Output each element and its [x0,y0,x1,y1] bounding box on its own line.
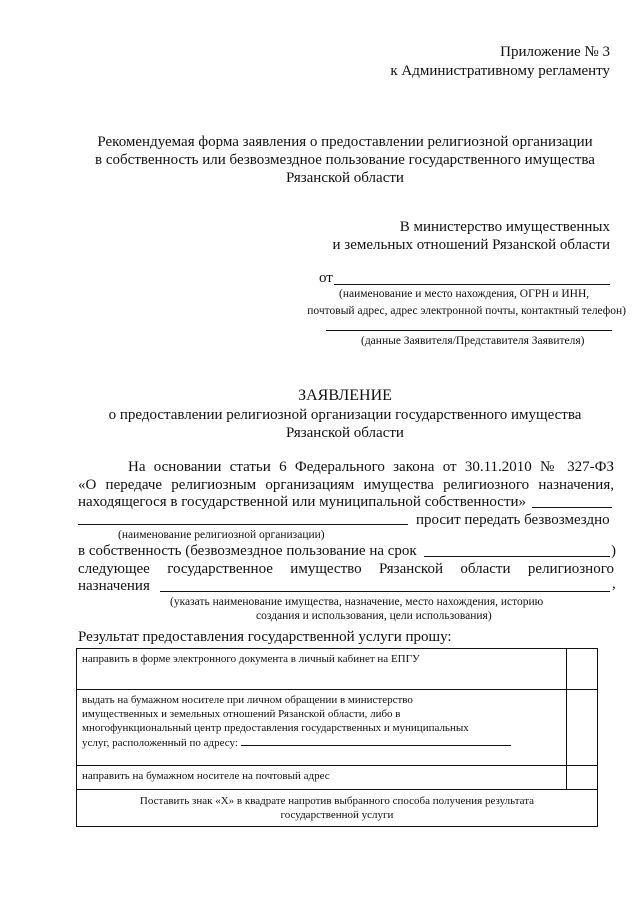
body-line-3: находящегося в государственной или муниципальной собственности» [78,494,527,510]
applicant-data-line[interactable] [326,330,612,331]
option-checkbox-post[interactable] [567,766,598,790]
option-text-epgu: направить в форме электронного документа в личный кабинет на ЕПГУ [77,649,567,690]
statement-subtitle-1: о предоставлении религиозной организации государственного имущества [108,407,582,423]
term-input-line[interactable] [424,556,610,557]
instructions-cell [77,790,598,827]
org-input-line-2[interactable] [78,524,408,525]
option-row-post [77,766,598,790]
property-hint-1: (указать наименование имущества, назначение, место нахождения, историю [170,596,544,608]
body-line-7-end: , [612,576,616,592]
form-title-line3: Рязанской области [286,170,404,186]
body-line-6: следующее государственное имущество Рязанской области религиозного [78,561,614,577]
statement-subtitle-2: Рязанской области [286,425,404,441]
addressee-line2: и земельных отношений Рязанской области [332,237,610,253]
body-line-5: в собственность (безвозмездное пользование на срок [78,543,417,559]
from-label: от [319,270,333,286]
office-address-input-line[interactable] [241,735,511,746]
property-input-line[interactable] [160,591,610,592]
addressee-line1: В министерство имущественных [399,219,610,235]
from-input-line[interactable] [334,284,610,285]
instructions-row [77,790,598,827]
property-hint-2: создания и использования, цели использования) [256,610,492,622]
appendix-regulation: к Административному регламенту [390,63,610,79]
option-row-paper-office [77,690,598,766]
instructions-line-2: государственной услуги [280,809,394,821]
body-line-7: назначения [78,578,150,594]
result-label: Результат предоставления государственной услуги прошу: [78,629,452,645]
from-hint-3: (данные Заявителя/Представителя Заявителя) [361,335,585,347]
option-checkbox-paper-office[interactable] [567,690,598,766]
option-checkbox-epgu[interactable] [567,649,598,690]
option-text-paper-office: выдать на бумажном носителе при личном обращении в министерство имущественных и земельных отношений Рязанской области, либо в многофункциональный центр предоставления государственных и муниципальных услуг, расположенный по адресу: [77,690,567,766]
instructions-line-1: Поставить знак «Х» в квадрате напротив выбранного способа получения результата [139,795,535,807]
body-line-2: «О передаче религиозным организациям имущества религиозного назначения, [78,477,614,493]
option-row-epgu [77,649,598,690]
appendix-number: Приложение № 3 [500,44,610,60]
form-title-line1: Рекомендуемая форма заявления о предоставлении религиозной организации [97,134,593,150]
from-hint-1: (наименование и место нахождения, ОГРН и ИНН, [339,288,590,300]
body-line-5-end: ) [611,543,616,559]
option-text-post: направить на бумажном носителе на почтовый адрес [77,766,567,790]
result-options-table [76,648,598,827]
statement-title: ЗАЯВЛЕНИЕ [298,387,392,404]
org-input-line-1[interactable] [532,507,612,508]
body-line-1: На основании статьи 6 Федерального закона от 30.11.2010 № 327-ФЗ [128,459,614,475]
from-hint-2: почтовый адрес, адрес электронной почты, контактный телефон) [307,305,626,317]
form-title-line2: в собственность или безвозмездное пользование государственного имущества [95,152,595,168]
org-name-hint: (наименование религиозной организации) [118,529,325,541]
body-line-4: просит передать безвозмездно [416,512,610,528]
